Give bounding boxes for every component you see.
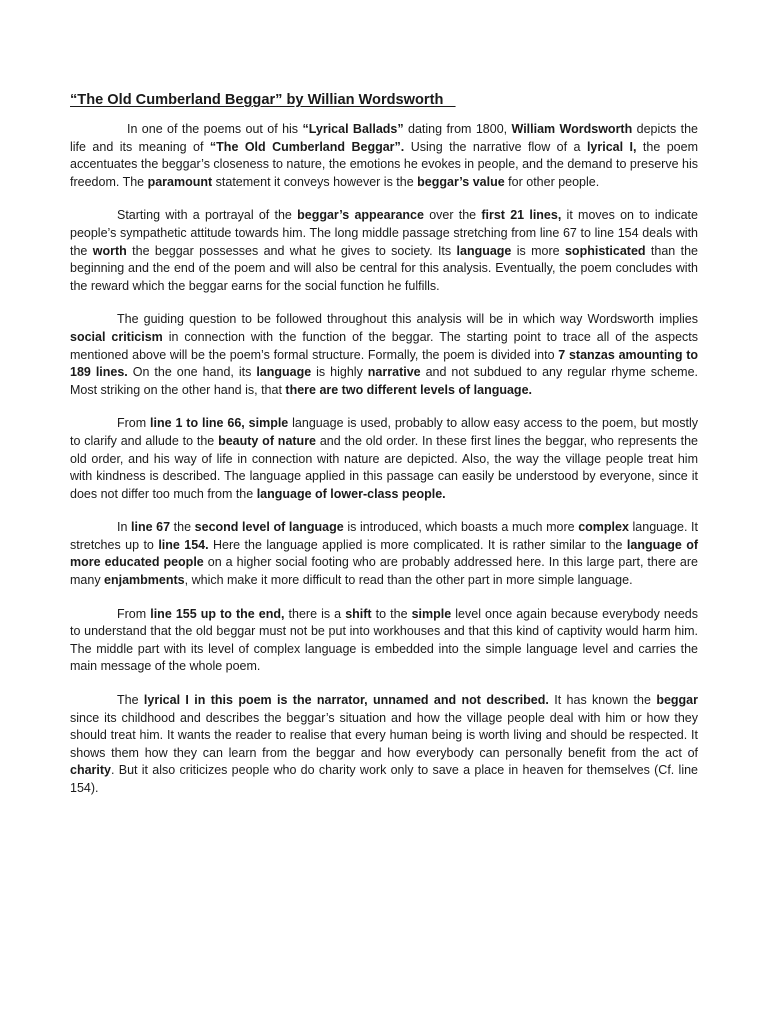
text-run: , which make it more difficult to read than the other part in more simple language.	[184, 573, 633, 588]
text-run: the	[170, 520, 195, 535]
bold-text-run: language	[256, 365, 312, 380]
text-run: on a higher social footing who are probably addressed here. In this large part, there are many	[70, 555, 698, 588]
bold-text-run: complex	[578, 520, 629, 535]
text-run: the poem accentuates the beggar’s closeness to nature, the emotions he evokes in people, and the demand to preserve his freedom. The	[70, 139, 698, 189]
text-run: and not subdued to any regular rhyme scheme. Most striking on the other hand is, that	[70, 365, 699, 397]
text-run: since its childhood and describes the beggar’s situation and how the village people deal with him or how they should treat him. It wants the reader to realise that every human being is worth living and should be respected. It shows them how they can learn from the beggar and how everybody can personally benefit from the act of	[70, 710, 698, 760]
text-run: than the beginning and the end of the poem and will also be central for this analysis. Eventually, the poem concludes with the reward which the beggar earns for the social function he fulfills.	[70, 243, 698, 293]
bold-text-run: simple	[411, 606, 452, 621]
text-run: In	[117, 520, 132, 535]
bold-text-run: social criticism	[70, 329, 163, 344]
paragraph-4	[70, 415, 698, 503]
paragraph-6	[70, 606, 698, 676]
text-run: Here the language applied is more complicated. It is rather similar to the	[208, 537, 627, 552]
bold-text-run: line 154.	[158, 537, 209, 552]
text-run: is introduced, which boasts a much more	[343, 520, 579, 535]
text-run: It has known the	[548, 693, 657, 708]
text-run: On the one hand, its	[127, 365, 257, 380]
bold-text-run: lyrical I,	[586, 139, 637, 154]
text-run: Starting with a portrayal of the	[117, 208, 298, 223]
text-run: The	[117, 693, 144, 708]
bold-text-run: enjambments	[104, 573, 185, 588]
bold-text-run: paramount	[147, 174, 213, 189]
text-run: Using the narrative flow of a	[404, 139, 587, 154]
bold-text-run: line 1 to line 66, simple	[150, 416, 289, 431]
bold-text-run: there are two different levels of language.	[285, 382, 532, 397]
bold-text-run: line 155 up to the end,	[150, 606, 285, 621]
text-run: level once again because everybody needs to understand that the old beggar must not be put into workhouses and that this kind of captivity would harm him. The middle part with its level of complex language is embedded into the simple language level and carries the main message of the whole poem.	[70, 606, 698, 674]
bold-text-run: beggar’s value	[417, 174, 505, 189]
bold-text-run: first 21 lines,	[481, 208, 562, 223]
text-run: it moves on to indicate people’s sympathetic attitude towards him. The long middle passage stretching from line 67 to line 154 deals with the	[70, 208, 698, 258]
bold-text-run: beggar	[656, 693, 698, 708]
bold-text-run: lyrical I in this poem is the narrator, unnamed and not described.	[143, 693, 549, 708]
text-run: From	[117, 606, 151, 621]
paragraph-3	[70, 311, 698, 399]
bold-text-run: language of more educated people	[70, 537, 698, 570]
text-run: in connection with the function of the beggar. The starting point to trace all of the aspects mentioned above will be the poem’s formal structure. Formally, the poem is divided into	[70, 329, 699, 362]
text-run: is highly	[311, 365, 368, 380]
bold-text-run: shift	[345, 606, 372, 621]
bold-text-run: sophisticated	[564, 243, 646, 258]
text-run: In one of the poems out of his	[127, 122, 303, 136]
text-run: The guiding question to be followed throughout this analysis will be in which way Wordsworth implies	[117, 312, 698, 327]
bold-text-run: charity	[70, 763, 111, 778]
bold-text-run: beggar’s appearance	[297, 208, 424, 223]
text-run: to the	[371, 606, 412, 621]
bold-text-run: “The Old Cumberland Beggar”.	[209, 139, 405, 154]
paragraph-2	[70, 207, 698, 295]
bold-text-run: second level of language	[194, 520, 344, 535]
bold-text-run: language	[456, 243, 512, 258]
document-title: “The Old Cumberland Beggar” by Willian Wordsworth	[70, 92, 456, 108]
text-run: is more	[511, 243, 565, 258]
paragraph-5	[70, 519, 698, 589]
bold-text-run: William Wordsworth	[511, 122, 633, 136]
bold-text-run: line 67	[131, 520, 171, 535]
bold-text-run: beauty of nature	[218, 433, 317, 448]
paragraph-1	[70, 121, 698, 191]
paragraph-7	[70, 692, 698, 798]
text-run: the beggar possesses and what he gives to society. Its	[126, 243, 457, 258]
text-run: for other people.	[504, 174, 600, 189]
text-run: language is used, probably to allow easy access to the poem, but mostly to clarify and allude to the	[70, 416, 698, 448]
text-run: and the old order. In these first lines the beggar, who represents the old order, and his way of life in connection with nature are depicted. Also, the way the village people treat him with kindness is described. The language applied in this passage can easily be understood by everyone, since it does not differ too much from the	[70, 433, 698, 501]
text-run: dating from 1800,	[403, 122, 512, 136]
text-run: over the	[423, 208, 482, 223]
bold-text-run: narrative	[367, 365, 421, 380]
bold-text-run: language of lower-class people.	[256, 486, 446, 501]
text-run: . But it also criticizes people who do charity work only to save a place in heaven for themselves (Cf. line 154).	[70, 763, 698, 795]
bold-text-run: 7 stanzas amounting to 189 lines.	[70, 347, 698, 380]
bold-text-run: worth	[92, 243, 127, 258]
text-run: language. It stretches up to	[70, 520, 698, 552]
text-run: From	[117, 416, 151, 431]
text-run: there is a	[284, 606, 346, 621]
text-run: depicts the life and its meaning of	[70, 122, 698, 154]
bold-text-run: “Lyrical Ballads”	[302, 122, 404, 136]
text-run: statement it conveys however is the	[212, 174, 418, 189]
